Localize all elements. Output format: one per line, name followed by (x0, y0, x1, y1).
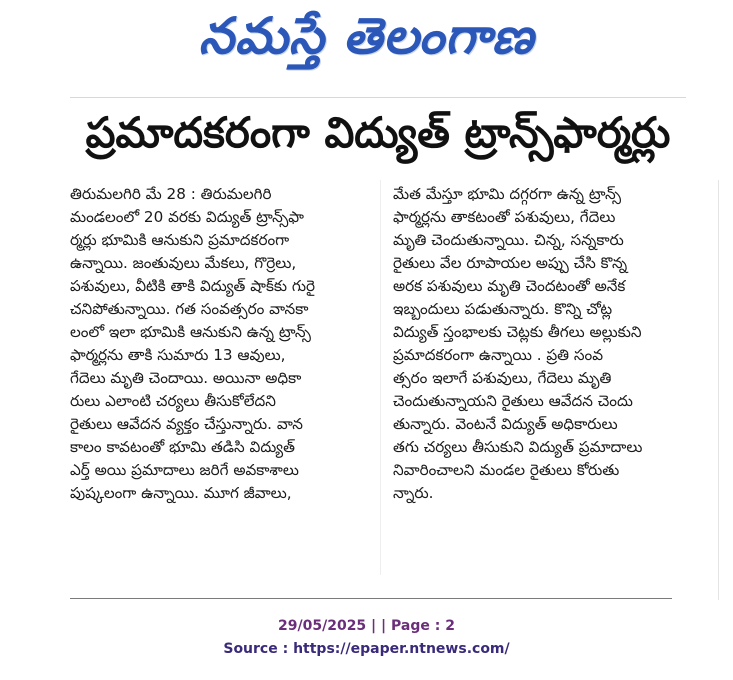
bottom-divider (70, 598, 672, 599)
article-text-line: గేదెలు మృతి చెందాయి. అయినా అధికా (70, 369, 302, 387)
article-text-line: చెందుతున్నాయని రైతులు ఆవేదన చెందు (393, 392, 633, 410)
article-text-line: తగు చర్యలు తీసుకుని విద్యుత్ ప్రమాదాలు (393, 438, 643, 456)
article-text-line: ర్మర్లు భూమికి ఆనుకుని ప్రమాదకరంగా (70, 231, 290, 249)
article-column-left (70, 183, 366, 505)
article-text-line: తున్నారు. వెంటనే విద్యుత్ అధికారులు (393, 415, 618, 433)
article-text-line: పశువులు, వీటికి తాకి విద్యుత్ షాక్‌కు గురై (70, 277, 316, 295)
article-text-line: ఫార్మర్లను తాకటంతో పశువులు, గేదెలు (393, 208, 616, 226)
article-text-line: మేత మేస్తూ భూమి దగ్గరగా ఉన్న ట్రాన్స్ (393, 185, 622, 203)
clipping-edge (718, 180, 719, 600)
article-text-line: న్నారు. (393, 484, 434, 502)
article-text-line: పుష్కలంగా ఉన్నాయి. మూగ జీవాలు, (70, 484, 292, 502)
newspaper-masthead (0, 0, 733, 84)
article-text-line: ఎర్త్ అయి ప్రమాదాలు జరిగే అవకాశాలు (70, 461, 299, 479)
article-text-line: కాలం కావటంతో భూమి తడిసి విద్యుత్ (70, 438, 295, 456)
article-text-line: రైతులు వేల రూపాయల అప్పు చేసి కొన్న (393, 254, 628, 272)
article-text-line: అరక పశువులు మృతి చెందటంతో అనేక (393, 277, 626, 295)
article-text-line: లంలో ఇలా భూమికి ఆనుకుని ఉన్న ట్రాన్స్ (70, 323, 311, 341)
article-headline: ప్రమాదకరంగా విద్యుత్ ట్రాన్స్‌ఫార్మర్లు (85, 108, 671, 157)
article-text-line: ప్రమాదకరంగా ఉన్నాయి . ప్రతి సంవ (393, 346, 604, 364)
top-divider (70, 97, 686, 98)
article-text-line: మండలంలో 20 వరకు విద్యుత్ ట్రాన్స్‌ఫా (70, 208, 304, 226)
article-text-line: త్సరం ఇలాగే పశువులు, గేదెలు మృతి (393, 369, 612, 387)
article-text-line: రైతులు ఆవేదన వ్యక్తం చేస్తున్నారు. వాన (70, 415, 303, 433)
article-text-line: ఇబ్బందులు పడుతున్నారు. కొన్ని చోట్ల (393, 300, 613, 318)
article-text-line: మృతి చెందుతున్నాయి. చిన్న, సన్నకారు (393, 231, 624, 249)
article-text-line: చనిపోతున్నాయి. గత సంవత్సరం వానకా (70, 300, 309, 318)
article-text-line: ఉన్నాయి. జంతువులు మేకలు, గొర్రెలు, (70, 254, 297, 272)
footer-date-page: 29/05/2025 | | Page : 2 (278, 618, 455, 634)
article-text-line: విద్యుత్ స్తంభాలకు చెట్లకు తీగలు అల్లుకుని (393, 323, 642, 341)
article-text-line: ఫార్మర్లను తాకి సుమారు 13 ఆవులు, (70, 346, 286, 364)
footer-source: Source : https://epaper.ntnews.com/ (223, 641, 510, 657)
masthead-logo-text: నమస్తే తెలంగాణ (198, 6, 535, 65)
article-text-line: తిరుమలగిరి మే 28 : తిరుమలగిరి (70, 185, 272, 203)
article-text-line: రులు ఎలాంటి చర్యలు తీసుకోలేదని (70, 392, 276, 410)
article-text-line: నివారించాలని మండల రైతులు కోరుతు (393, 461, 620, 479)
column-divider (380, 180, 381, 575)
article-column-right (393, 183, 689, 505)
